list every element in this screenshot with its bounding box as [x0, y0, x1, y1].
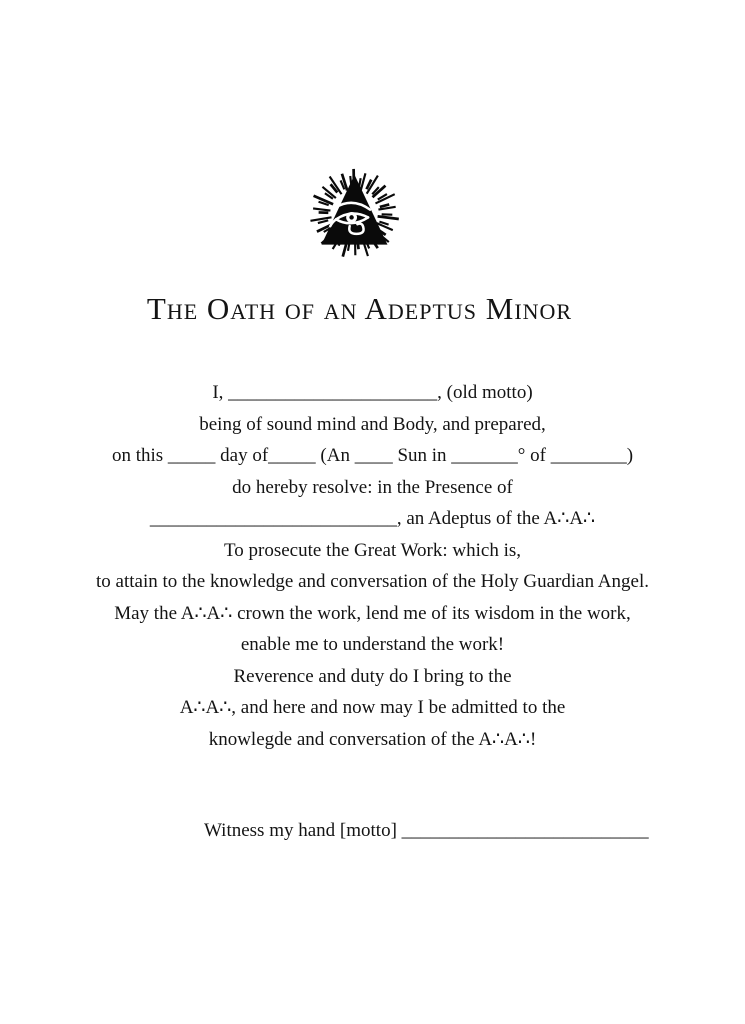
oath-line: To prosecute the Great Work: which is, [223, 539, 521, 561]
oath-body-text [0, 377, 745, 755]
document-title: The Oath of an Adeptus Minor [146, 291, 573, 326]
oath-line: A∴A∴, and here and now may I be admitted to the [179, 697, 566, 718]
eye-of-providence-sunburst-icon [306, 166, 403, 263]
oath-line: Reverence and duty do I bring to the [233, 665, 512, 687]
oath-line: __________________________, an Adeptus of the A∴A∴ [149, 508, 596, 529]
oath-line: knowlegde and conversation of the A∴A∴! [208, 728, 537, 750]
oath-line: being of sound mind and Body, and prepared, [199, 413, 546, 435]
oath-line: do hereby resolve: in the Presence of [232, 476, 513, 498]
oath-line: to attain to the knowledge and conversation of the Holy Guardian Angel. [96, 571, 649, 592]
oath-line: I, ______________________, (old motto) [212, 382, 533, 403]
witness-signature-line: Witness my hand [motto] __________________________ [204, 820, 649, 841]
oath-line: enable me to understand the work! [240, 634, 505, 655]
oath-line: on this _____ day of_____ (An ____ Sun in _______° of ________) [111, 445, 634, 466]
oath-line: May the A∴A∴ crown the work, lend me of its wisdom in the work, [114, 602, 631, 624]
